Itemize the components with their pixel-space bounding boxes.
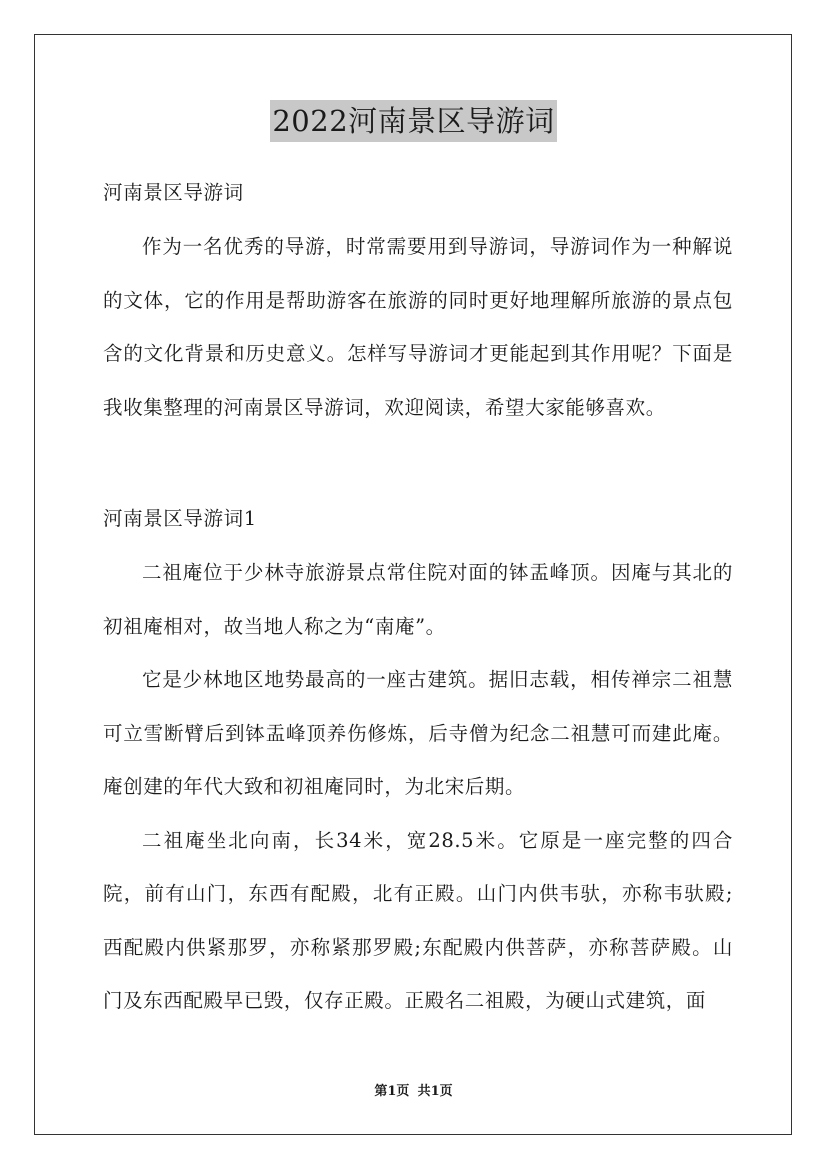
section-heading: 河南景区导游词1 [103,507,257,530]
section-body [103,546,733,1028]
document-subtitle: 河南景区导游词 [103,181,244,204]
page-number: 第1页 [374,1084,410,1099]
intro-paragraph: 作为一名优秀的导游，时常需要用到导游词，导游词作为一种解说的文体，它的作用是帮助游客在旅游的同时更好地理解所旅游的景点包含的文化背景和历史意义。怎样写导游词才更能起到其作用呢？下面是我收集整理的河南景区导游词，欢迎阅读，希望大家能够喜欢。 [103,235,733,419]
body-paragraph-2: 它是少林地区地势最高的一座古建筑。据旧志载，相传禅宗二祖慧可立雪断臂后到钵盂峰顶养伤修炼，后寺僧为纪念二祖慧可而建此庵。庵创建的年代大致和初祖庵同时，为北宋后期。 [103,668,733,798]
document-title: 2022河南景区导游词 [270,100,556,142]
body-paragraph-3: 二祖庵坐北向南，长34米，宽28.5米。它原是一座完整的四合院，前有山门，东西有配殿，北有正殿。山门内供韦驮，亦称韦驮殿;西配殿内供紧那罗，亦称紧那罗殿;东配殿内供菩萨，亦称菩萨殿。山门及东西配殿早已毁，仅存正殿。正殿名二祖殿，为硬山式建筑，面 [103,828,733,1012]
title-container [0,100,827,142]
page-footer [0,1083,827,1101]
intro-block [103,220,733,434]
page-total: 共1页 [417,1084,453,1099]
body-paragraph-1: 二祖庵位于少林寺旅游景点常住院对面的钵盂峰顶。因庵与其北的初祖庵相对，故当地人称之为“南庵”。 [103,561,733,638]
